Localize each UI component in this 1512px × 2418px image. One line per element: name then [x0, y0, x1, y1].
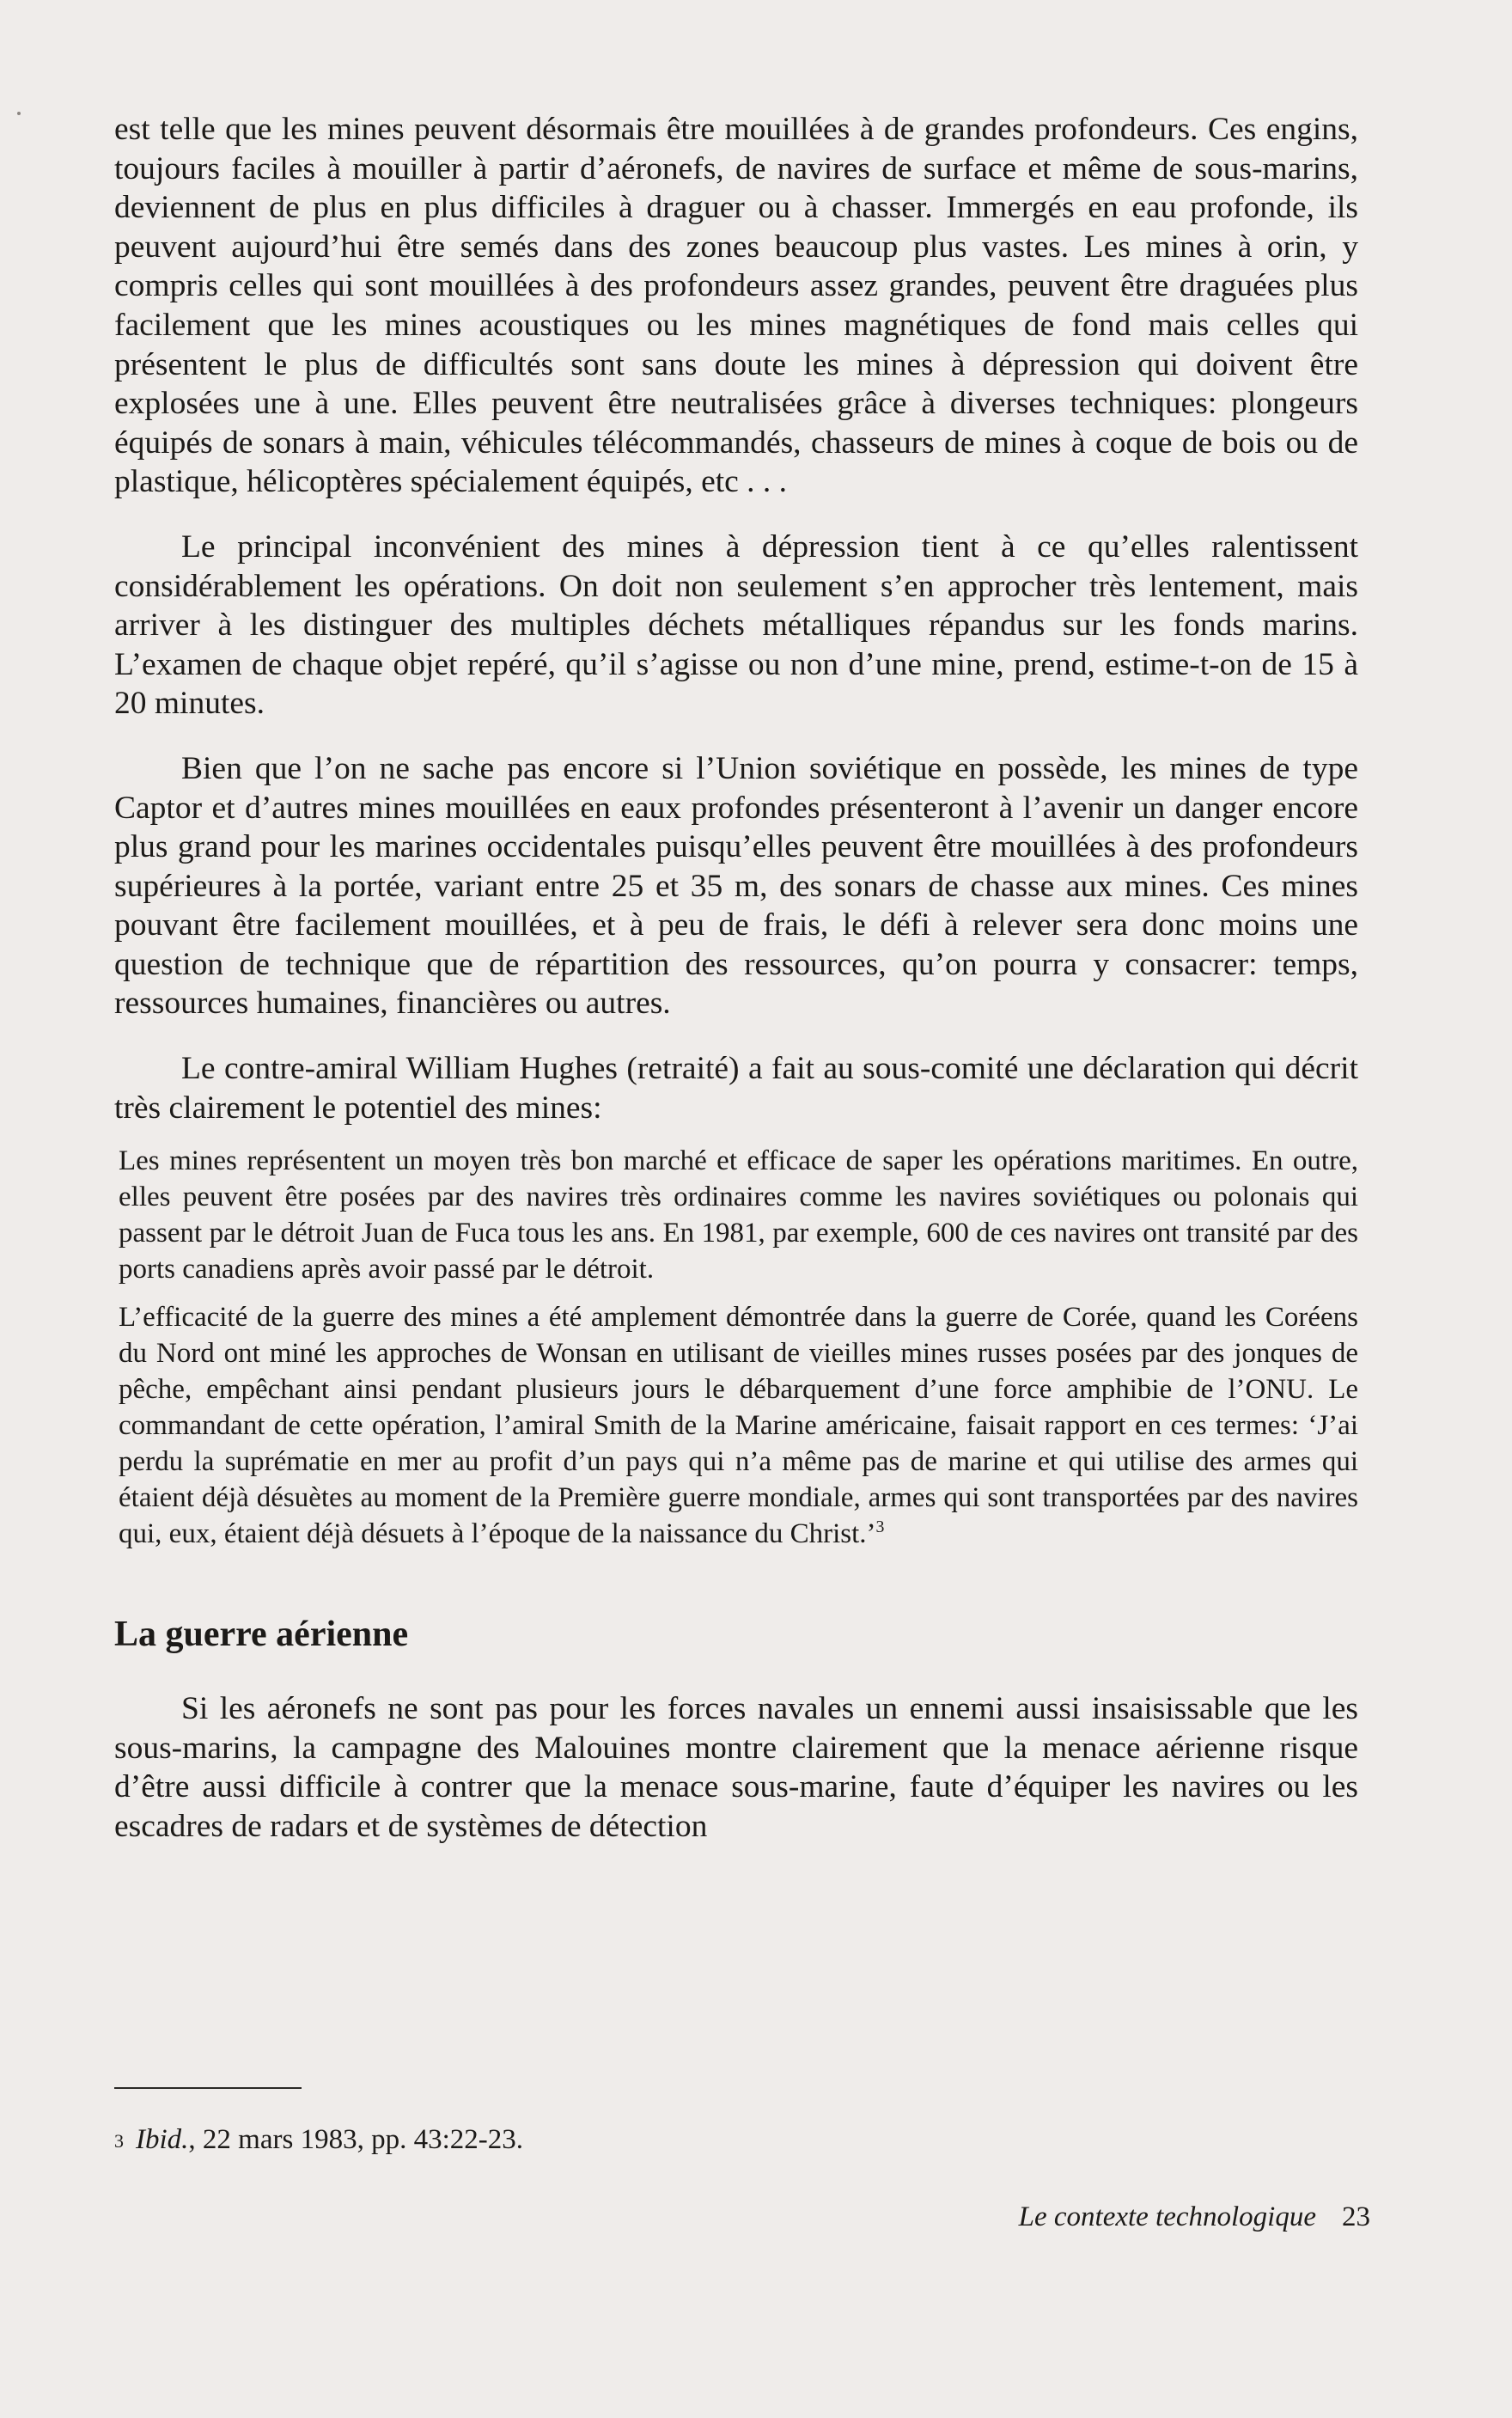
block-quote: [114, 1143, 1358, 1552]
body-paragraph: Le principal inconvénient des mines à dépression tient à ce qu’elles ralentissent considérablement les opérations. On doit non seulement s’en approcher très lentement, mais arriver à les distinguer des multiples déchets métalliques répandus sur les fonds marins. L’examen de chaque objet repéré, qu’il s’agisse ou non d’une mine, prend, estime-t-on de 15 à 20 minutes.: [114, 528, 1358, 722]
footnote-reference: 3: [875, 1517, 885, 1537]
footnote-divider: [114, 2087, 302, 2089]
footnote: [114, 2122, 523, 2158]
page-number: 23: [1342, 2201, 1370, 2232]
text-column: [114, 110, 1358, 1847]
quote-text: L’efficacité de la guerre des mines a été amplement démontrée dans la guerre de Corée, quand les Coréens du Nord ont miné les approches de Wonsan en utilisant de vieilles mines russes posées par des jonques de pêche, empêchant ainsi pendant plusieurs jours le débarquement d’une force amphibie de l’ONU. Le commandant de cette opération, l’amiral Smith de la Marine américaine, faisait rapport en ces termes: ‘J’ai perdu la suprématie en mer au profit d’un pays qui n’a même pas de marine et qui utilise des armes qui étaient déjà désuètes au moment de la Première guerre mondiale, armes qui sont transportées par des navires qui, eux, étaient déjà désuets à l’époque de la naissance du Christ.’: [119, 1302, 1358, 1550]
footer-title: Le contexte technologique: [1018, 2201, 1316, 2232]
section-heading: La guerre aérienne: [114, 1615, 409, 1655]
scan-speck: [17, 112, 21, 115]
body-paragraph: est telle que les mines peuvent désormais être mouillées à de grandes profondeurs. Ces engins, toujours faciles à mouiller à partir d’aéronefs, de navires de surface et même de sous-marins, deviennent de plus en plus difficiles à draguer ou à chasser. Immergés en eau profonde, ils peuvent aujourd’hui être semés dans des zones beaucoup plus vastes. Les mines à orin, y compris celles qui sont mouillées à des profondeurs assez grandes, peuvent être draguées plus facilement que les mines acoustiques ou les mines magnétiques de fond mais celles qui présentent le plus de difficultés sont sans doute les mines à dépression qui doivent être explosées une à une. Elles peuvent être neutralisées grâce à diverses techniques: plongeurs équipés de sonars à main, véhicules télécommandés, chasseurs de mines à coque de bois ou de plastique, hélicoptères spécialement équipés, etc . . .: [114, 112, 1358, 500]
footnote-text: , 22 mars 1983, pp. 43:22-23.: [188, 2124, 523, 2155]
body-paragraph: Le contre-amiral William Hughes (retraité) a fait au sous-comité une déclaration qui décrit très clairement le potentiel des mines:: [114, 1051, 1358, 1126]
running-footer: [1019, 2200, 1370, 2234]
body-paragraph: Bien que l’on ne sache pas encore si l’Union soviétique en possède, les mines de type Captor et d’autres mines mouillées en eaux profondes présenteront à l’avenir un danger encore plus grand pour les marines occidentales puisqu’elles peuvent être mouillées à des profondeurs supérieures à la portée, variant entre 25 et 35 m, des sonars de chasse aux mines. Ces mines pouvant être facilement mouillées, et à peu de frais, le défi à relever sera donc moins une question de technique que de répartition des ressources, qu’on pourra y consacrer: temps, ressources humaines, financières ou autres.: [114, 750, 1358, 1022]
footnote-ref: Ibid.: [136, 2124, 189, 2155]
quote-paragraph: Les mines représentent un moyen très bon marché et efficace de saper les opérations maritimes. En outre, elles peuvent être posées par des navires très ordinaires comme les navires soviétiques ou polonais qui passent par le détroit Juan de Fuca tous les ans. En 1981, par exemple, 600 de ces navires ont transité par des ports canadiens après avoir passé par le détroit.: [119, 1145, 1358, 1285]
quote-paragraph: [119, 1299, 1358, 1552]
footnote-marker: 3: [114, 2130, 124, 2152]
body-paragraph: Si les aéronefs ne sont pas pour les forces navales un ennemi aussi insaisissable que les sous-marins, la campagne des Malouines montre clairement que la menace aérienne risque d’être aussi difficile à contrer que la menace sous-marine, faute d’équiper les navires ou les escadres de radars et de systèmes de détection: [114, 1691, 1358, 1845]
